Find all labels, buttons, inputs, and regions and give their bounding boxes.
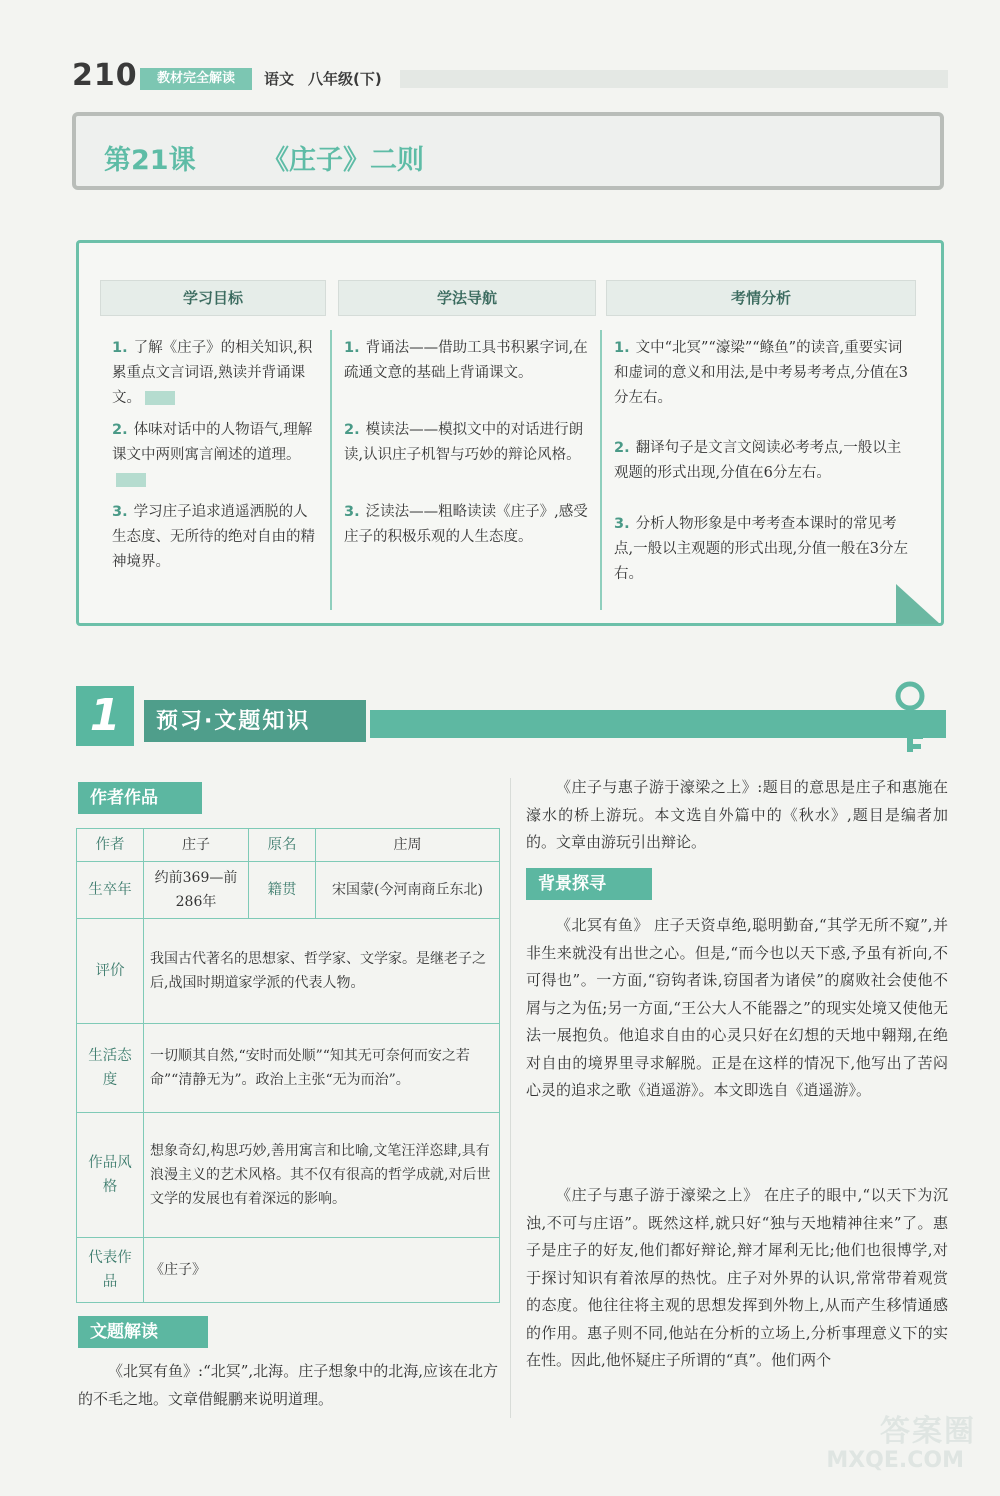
table-cell: 庄子 [144,829,249,862]
table-row [77,1238,500,1303]
series-badge: 教材完全解读 [140,68,252,90]
table-header-cell: 原名 [249,829,316,862]
item-number: 2. [112,422,128,438]
item-number: 2. [614,440,630,456]
item-number: 1. [344,340,360,356]
method-item [344,336,590,386]
table-cell: 宋国蒙(今河南商丘东北) [316,862,500,919]
section-banner-stripe [370,710,946,738]
tag-icon [145,391,175,405]
table-header-cell: 生卒年 [77,862,144,919]
table-cell: 《庄子》 [144,1238,500,1303]
table-header-cell: 作品风格 [77,1113,144,1238]
section-number: 1 [76,686,134,746]
title-reading-paragraph: 《北冥有鱼》:“北冥”,北海。庄子想象中的北海,应该在北方的不毛之地。文章借鲲鹏来说明道理。 [78,1362,498,1408]
table-header-cell: 评价 [77,919,144,1024]
subject-label: 语文 [264,70,295,88]
section-title: 预习·文题知识 [156,709,311,734]
page-fold-corner [896,584,940,624]
item-number: 2. [344,422,360,438]
item-text: 泛读法——粗略读读《庄子》,感受庄子的积极乐观的人生态度。 [344,504,588,545]
lesson-number: 第21课 [104,145,196,176]
table-header-cell: 作者 [77,829,144,862]
title-reading-label: 文题解读 [78,1316,208,1348]
table-row [77,862,500,919]
background-paragraph: 《北冥有鱼》 庄子天资卓绝,聪明勤奋,“其学无所不窥”,并非生来就没有出世之心。但是,“而今也以天下惑,予虽有祈向,不可得也”。一方面,“窃钩者诛,窃国者为诸侯”的腐败社会使他不屑与之为伍;另一方面,“王公大人不能器之”的现实处境又使他无法一展抱负。他追求自由的心灵只好在幻想的天地中翱翔,在绝对自由的境界里寻求解脱。正是在这样的情况下,他写出了苦闷心灵的追求之歌《逍遥游》。本文即选自《逍遥游》。 [526,916,948,1099]
title-explain-paragraph: 《庄子与惠子游于濠梁之上》:题目的意思是庄子和惠施在濠水的桥上游玩。本文选自外篇中的《秋水》,题目是编者加的。文章由游玩引出辩论。 [526,778,948,851]
author-works-label: 作者作品 [78,782,202,814]
background-paragraph: 《庄子与惠子游于濠梁之上》 在庄子的眼中,“以天下为沉浊,不可与庄语”。既然这样,就只好“独与天地精神往来”了。惠子是庄子的好友,他们都好辩论,辩才犀利无比;他们也很博学,对于探讨知识有着浓厚的热忱。庄子对外界的认识,常常带着观赏的态度。他往往将主观的思想发挥到外物上,从而产生移情通感的作用。惠子则不同,他站在分析的立场上,分析事理意义下的实在性。因此,他怀疑庄子所谓的“真”。他们两个 [526,1186,948,1369]
heading-study-methods: 学法导航 [338,280,596,316]
tag-icon [116,473,146,487]
heading-exam-analysis: 考情分析 [606,280,916,316]
goal-item [112,336,318,411]
key-icon [880,678,940,758]
exam-item [614,512,908,587]
item-text: 体味对话中的人物语气,理解课文中两则寓言阐述的道理。 [112,422,313,463]
item-number: 3. [344,504,360,520]
watermark-url: MXQE.COM [826,1448,964,1473]
item-number: 1. [614,340,630,356]
table-cell: 一切顺其自然,“安时而处顺”“知其无可奈何而安之若命”“清静无为”。政治上主张“无为而治”。 [144,1024,500,1113]
table-header-cell: 代表作品 [77,1238,144,1303]
table-cell: 想象奇幻,构思巧妙,善用寓言和比喻,文笔汪洋恣肆,具有浪漫主义的艺术风格。其不仅有很高的哲学成就,对后世文学的发展也有着深远的影响。 [144,1113,500,1238]
table-row [77,919,500,1024]
exam-item [614,336,908,411]
item-text: 分析人物形象是中考考查本课时的常见考点,一般以主观题的形式出现,分值一般在3分左右。 [614,516,908,582]
table-cell: 我国古代著名的思想家、哲学家、文学家。是继老子之后,战国时期道家学派的代表人物。 [144,919,500,1024]
grade-label: 八年级(下) [308,70,382,88]
table-row [77,1113,500,1238]
column-divider [600,330,602,610]
item-text: 学习庄子追求逍遥洒脱的人生态度、无所待的绝对自由的精神境界。 [112,504,315,570]
item-text: 文中“北冥”“濠梁”“鲦鱼”的读音,重要实词和虚词的意义和用法,是中考易考考点,分值在3分左右。 [614,340,908,406]
method-item [344,500,590,550]
column-divider [510,778,511,1418]
table-header-cell: 籍贯 [249,862,316,919]
author-table [76,828,500,1303]
table-row [77,829,500,862]
page-number: 210 [72,58,138,93]
table-header-cell: 生活态度 [77,1024,144,1113]
header-bar [400,70,948,88]
item-text: 背诵法——借助工具书积累字词,在疏通文意的基础上背诵课文。 [344,340,588,381]
heading-learning-goals: 学习目标 [100,280,326,316]
item-text: 翻译句子是文言文阅读必考考点,一般以主观题的形式出现,分值在6分左右。 [614,440,902,481]
item-text: 了解《庄子》的相关知识,积累重点文言词语,熟读并背诵课文。 [112,340,313,406]
item-number: 1. [112,340,128,356]
table-cell: 庄周 [316,829,500,862]
item-number: 3. [112,504,128,520]
table-row [77,1024,500,1113]
item-number: 3. [614,516,630,532]
table-cell: 约前369—前286年 [144,862,249,919]
background-label: 背景探寻 [526,868,652,900]
goal-item [112,500,318,575]
item-text: 模读法——模拟文中的对话进行朗读,认识庄子机智与巧妙的辩论风格。 [344,422,584,463]
goal-item [112,418,318,493]
lesson-title: 《庄子》二则 [262,145,424,176]
exam-item [614,436,908,486]
watermark-text: 答案圈 [880,1414,976,1449]
lesson-title-box [72,112,944,190]
method-item [344,418,590,468]
column-divider [330,330,332,610]
